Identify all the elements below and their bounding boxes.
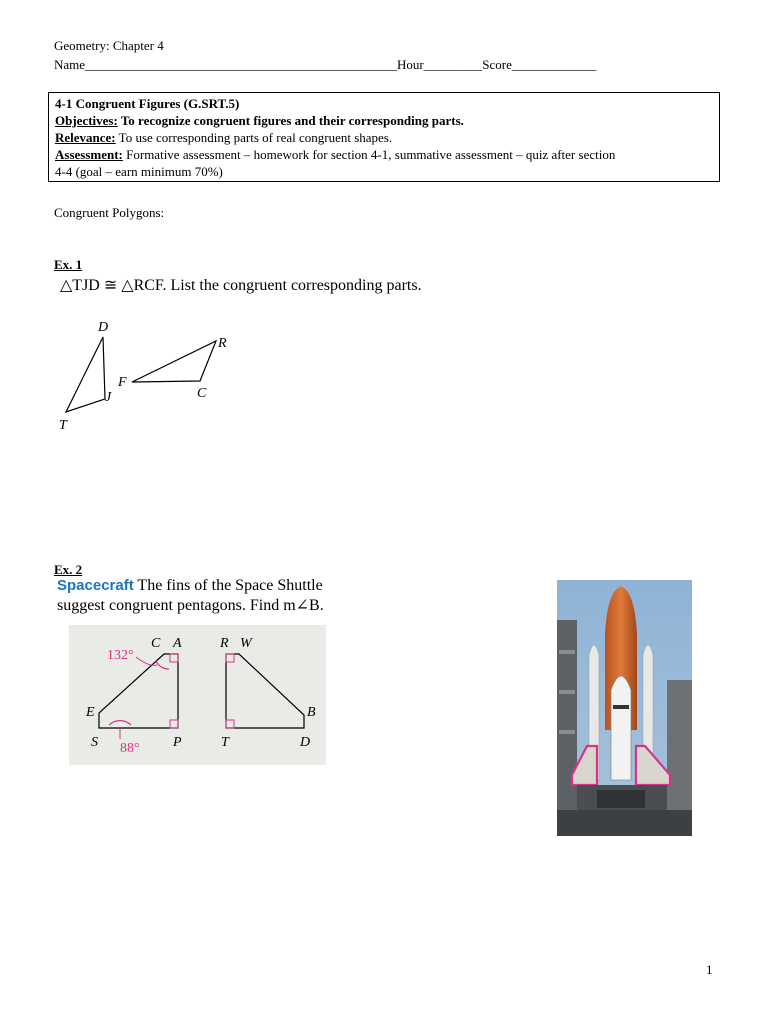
vertex-t-label: T bbox=[59, 418, 67, 433]
assessment-row bbox=[55, 146, 713, 163]
vertex-a-label: A bbox=[173, 636, 182, 651]
triangle-tjd bbox=[66, 337, 105, 412]
vertex-p-label: P bbox=[173, 735, 182, 750]
vertex-s-label: S bbox=[91, 735, 98, 750]
vertex-d2-label: D bbox=[300, 735, 311, 750]
vertex-r2-label: R bbox=[220, 636, 229, 651]
figure-panel bbox=[69, 625, 326, 765]
hour-field[interactable]: _________ bbox=[423, 57, 483, 72]
angle-88-label: 88° bbox=[120, 741, 140, 756]
vertex-c-label: C bbox=[197, 386, 207, 401]
ex1-triangles-figure bbox=[50, 310, 250, 440]
assessment-label: Assessment: bbox=[55, 147, 123, 162]
name-label: Name bbox=[54, 57, 86, 72]
ex2-statement-line1: Spacecraft The fins of the Space Shuttle bbox=[57, 577, 323, 594]
vertex-c2-label: C bbox=[151, 636, 161, 651]
space-shuttle-photo bbox=[557, 580, 692, 836]
vertex-j-label: J bbox=[105, 390, 112, 405]
vertex-e-label: E bbox=[86, 705, 95, 720]
ex2-statement-line2: suggest congruent pentagons. Find m∠B. bbox=[57, 597, 324, 614]
name-field[interactable]: ________________________________________________ bbox=[85, 57, 398, 72]
relevance-row bbox=[55, 129, 713, 146]
ex2-pentagons-figure bbox=[69, 625, 326, 765]
vertex-w-label: W bbox=[240, 636, 252, 651]
angle-132-label: 132° bbox=[107, 648, 134, 663]
page-number: 1 bbox=[706, 962, 713, 977]
vertex-r-label: R bbox=[218, 336, 227, 351]
ex2-topic: Spacecraft bbox=[57, 577, 134, 594]
vertex-b-label: B bbox=[307, 705, 316, 720]
triangle-rcf bbox=[132, 341, 216, 382]
objectives-box bbox=[48, 92, 720, 182]
course-title: Geometry: Chapter 4 bbox=[54, 38, 164, 53]
ex1-statement: △TJD ≅ △RCF. List the congruent corresponding parts. bbox=[60, 277, 422, 294]
ex1-label: Ex. 1 bbox=[54, 257, 83, 272]
ex2-label: Ex. 2 bbox=[54, 562, 83, 577]
assessment-row-2: 4-4 (goal – earn minimum 70%) bbox=[55, 164, 223, 179]
score-field[interactable]: _____________ bbox=[511, 57, 597, 72]
objectives-row bbox=[55, 112, 713, 129]
objectives-label: Objectives: bbox=[55, 113, 118, 128]
objectives-text: To recognize congruent figures and their corresponding parts. bbox=[117, 113, 464, 128]
vertex-t2-label: T bbox=[221, 735, 229, 750]
hour-label: Hour bbox=[397, 57, 424, 72]
vertex-f-label: F bbox=[118, 375, 127, 390]
score-label: Score bbox=[482, 57, 512, 72]
section-heading: Congruent Polygons: bbox=[54, 205, 165, 220]
relevance-label: Relevance: bbox=[55, 130, 116, 145]
vertex-d-label: D bbox=[98, 320, 109, 335]
name-hour-score-line bbox=[54, 56, 596, 74]
lesson-title: 4-1 Congruent Figures (G.SRT.5) bbox=[55, 96, 240, 111]
assessment-text: Formative assessment – homework for section 4-1, summative assessment – quiz after section bbox=[122, 147, 616, 162]
relevance-text: To use corresponding parts of real congruent shapes. bbox=[115, 130, 393, 145]
